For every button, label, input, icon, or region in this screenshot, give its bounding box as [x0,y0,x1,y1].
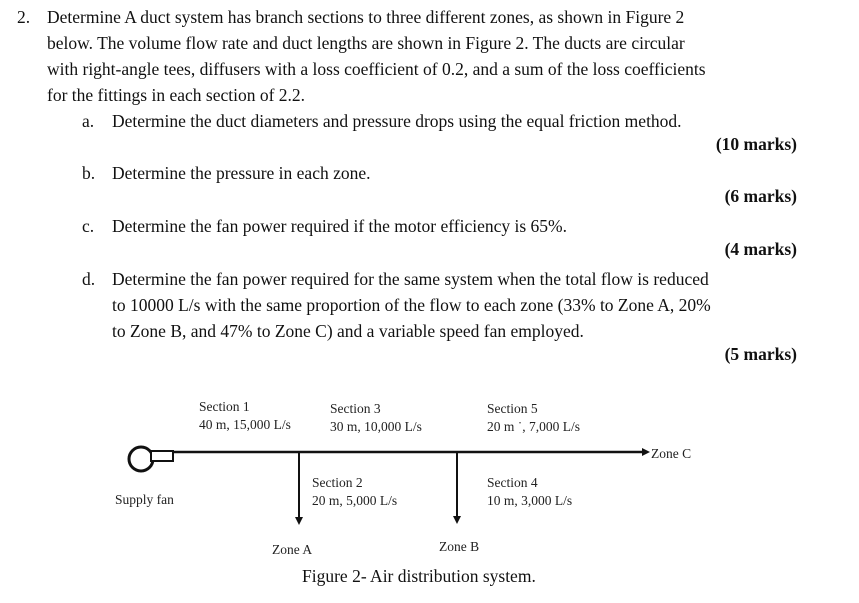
part-c-text: Determine the fan power required if the motor efficiency is 65%. [112,216,567,236]
section-2-name: Section 2 [312,475,363,490]
section-5-spec: 20 m ˙, 7,000 L/s [487,419,580,434]
part-d-label: d. [82,269,96,289]
supply-fan-label: Supply fan [115,492,174,507]
zone-a-arrowhead [295,517,303,525]
question-number: 2. [17,7,31,27]
fan-outlet [151,451,173,461]
part-d-marks: (5 marks) [724,344,797,364]
section-5-name: Section 5 [487,401,538,416]
part-a-text: Determine the duct diameters and pressure drops using the equal friction method. [112,111,682,131]
zone-c-arrowhead [642,448,650,456]
part-c-marks: (4 marks) [724,239,797,259]
figure-caption: Figure 2- Air distribution system. [302,566,536,586]
section-3-spec: 30 m, 10,000 L/s [330,419,422,434]
intro-line-3: with right-angle tees, diffusers with a loss coefficient of 0.2, and a sum of the loss coefficients [47,59,706,79]
part-d-text-line-3: to Zone B, and 47% to Zone C) and a variable speed fan employed. [112,321,584,341]
section-2-spec: 20 m, 5,000 L/s [312,493,398,508]
section-1-spec: 40 m, 15,000 L/s [199,417,291,432]
part-a-marks: (10 marks) [715,134,797,154]
section-4-name: Section 4 [487,475,538,490]
part-b-text: Determine the pressure in each zone. [112,163,371,183]
part-d-text-line-2: to 10000 L/s with the same proportion of the flow to each zone (33% to Zone A, 20% [112,295,711,315]
part-b-label: b. [82,163,96,183]
zone-c-label: Zone C [651,446,692,461]
intro-line-4: for the fittings in each section of 2.2. [47,85,306,105]
part-a-label: a. [82,111,95,131]
supply-fan-icon [129,447,153,471]
zone-b-arrowhead [453,516,461,524]
intro-line-2: below. The volume flow rate and duct lengths are shown in Figure 2. The ducts are circular [47,33,685,53]
intro-line-1: Determine A duct system has branch sections to three different zones, as shown in Figure 2 [47,7,685,27]
part-d-text-line-1: Determine the fan power required for the same system when the total flow is reduced [112,269,709,289]
zone-b-label: Zone B [439,539,480,554]
section-1-name: Section 1 [199,399,250,414]
section-3-name: Section 3 [330,401,381,416]
part-b-marks: (6 marks) [724,186,797,206]
zone-a-label: Zone A [272,542,313,557]
section-4-spec: 10 m, 3,000 L/s [487,493,573,508]
part-c-label: c. [82,216,95,236]
